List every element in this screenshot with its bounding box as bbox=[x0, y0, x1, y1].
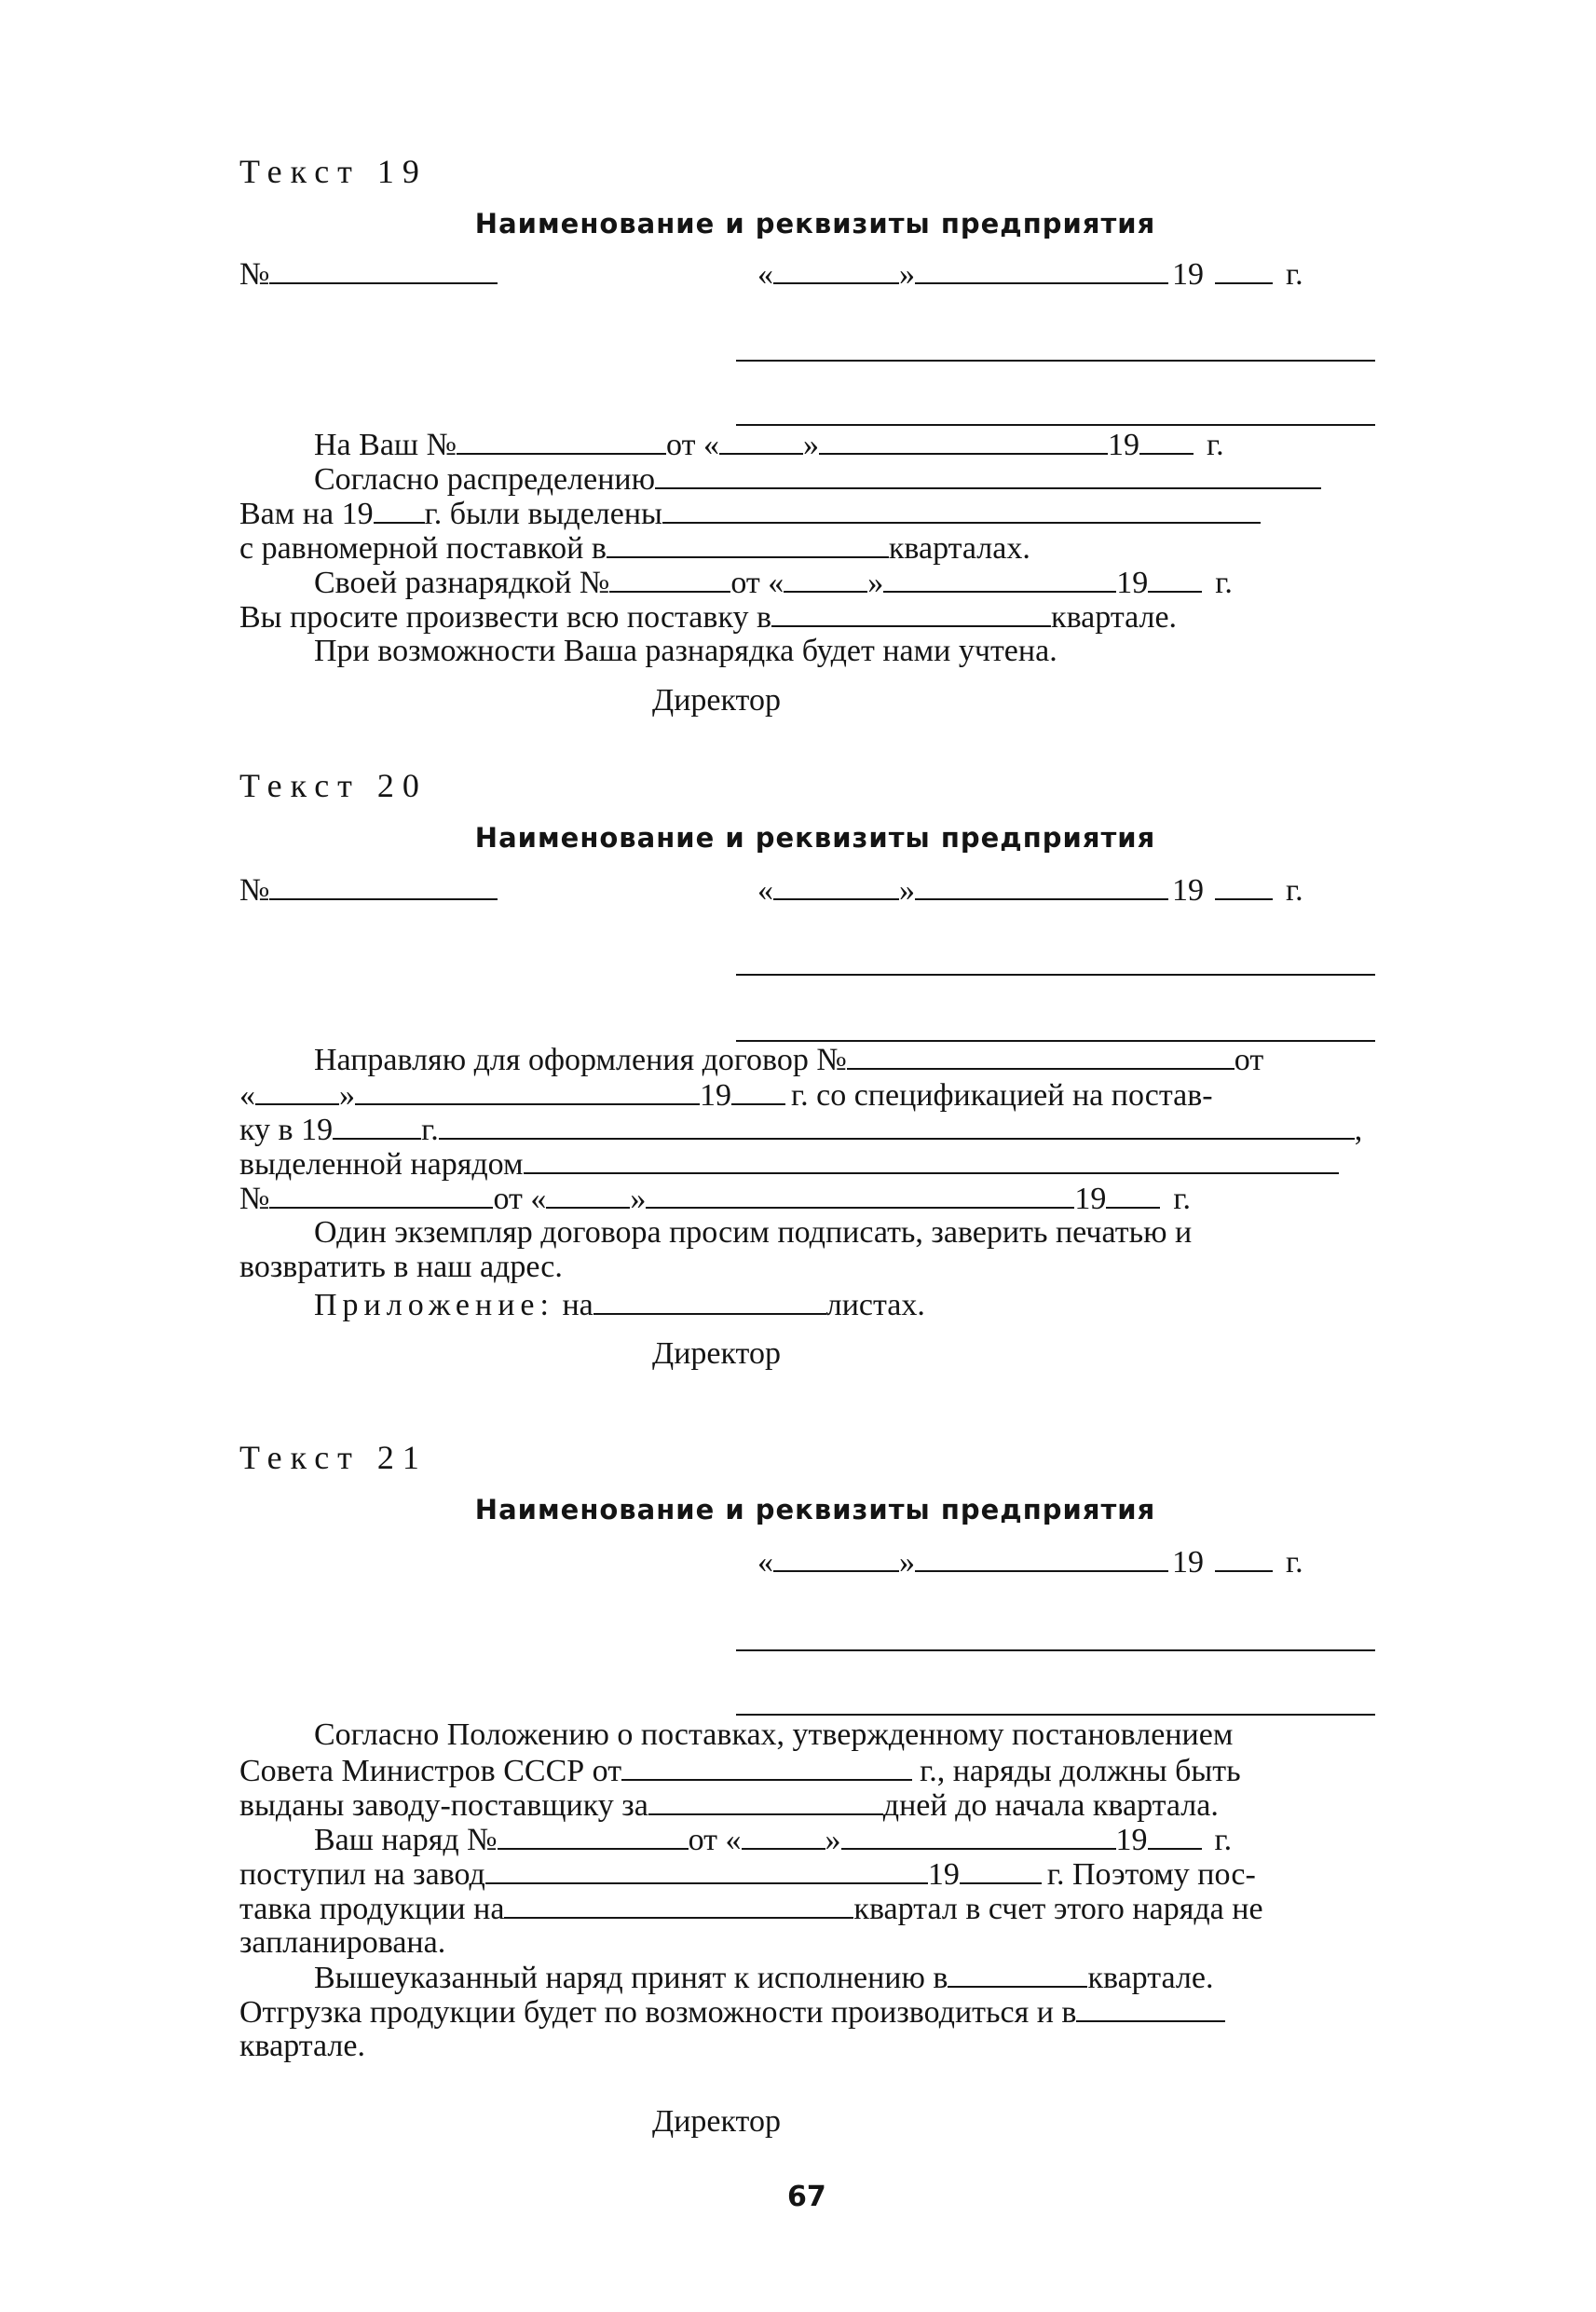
text-line: При возможности Ваша разнарядка будет нами учтена. bbox=[314, 634, 1057, 668]
blank-day bbox=[773, 256, 899, 284]
section-header: Наименование и реквизиты предприятия bbox=[474, 822, 1156, 854]
text-line: Вы просите произвести всю поставку в квартале. bbox=[239, 600, 1178, 635]
addressee-line bbox=[736, 974, 1375, 976]
text-line: Один экземпляр договора просим подписать, заверить печатью и bbox=[314, 1215, 1193, 1250]
text-line: Согласно распределению bbox=[314, 461, 1321, 498]
doc-number-line bbox=[239, 256, 498, 293]
text-line: выданы заводу-поставщику за дней до начала квартала. bbox=[239, 1788, 1219, 1823]
text-line: возвратить в наш адрес. bbox=[239, 1250, 563, 1284]
year-prefix: 19 bbox=[1172, 257, 1204, 292]
section-label: Текст 21 bbox=[239, 1439, 428, 1476]
addressee-line bbox=[736, 424, 1375, 426]
addressee-line bbox=[736, 360, 1375, 362]
text-line: « » 19 г. со спецификацией на постав- bbox=[239, 1078, 1213, 1113]
text-line: Ваш наряд № от « » 19 г. bbox=[314, 1823, 1233, 1857]
text-line: тавка продукции на квартал в счет этого наряда не bbox=[239, 1892, 1263, 1926]
text-line: выделенной нарядом bbox=[239, 1146, 1339, 1183]
addressee-line bbox=[736, 1714, 1375, 1716]
quote-open: « bbox=[757, 257, 773, 292]
text-line: Вышеуказанный наряд принят к исполнению в квартале. bbox=[314, 1961, 1214, 1995]
number-sign: № bbox=[239, 257, 270, 292]
text-line: запланирована. bbox=[239, 1925, 446, 1960]
date-line: « » 19 г. bbox=[757, 1545, 1303, 1580]
quote-close: » bbox=[899, 257, 915, 292]
year-suffix: г. bbox=[1286, 257, 1303, 292]
blank-year bbox=[1215, 256, 1273, 284]
director-signature: Директор bbox=[652, 2104, 781, 2139]
director-signature: Директор bbox=[652, 1336, 781, 1371]
text-line: № от « » 19 г. bbox=[239, 1182, 1191, 1216]
text-line: поступил на завод 19 г. Поэтому пос- bbox=[239, 1857, 1256, 1892]
text-line: квартале. bbox=[239, 2029, 365, 2063]
text-line: Согласно Положению о поставках, утвержденному постановлением bbox=[314, 1717, 1234, 1752]
date-line: « » 19 г. bbox=[757, 873, 1303, 908]
section-header: Наименование и реквизиты предприятия bbox=[474, 208, 1156, 239]
text-line: Вам на 19 г. были выделены bbox=[239, 496, 1261, 532]
text-line: ку в 19 г. , bbox=[239, 1113, 1363, 1147]
number-sign: № bbox=[239, 873, 270, 908]
blank-field bbox=[269, 872, 498, 900]
text-line: Своей разнарядкой № от « » 19 г. bbox=[314, 566, 1233, 600]
addressee-line bbox=[736, 1649, 1375, 1651]
page-number: 67 bbox=[787, 2181, 826, 2213]
section-label: Текст 19 bbox=[239, 153, 428, 190]
director-signature: Директор bbox=[652, 683, 781, 718]
doc-number-line bbox=[239, 872, 498, 909]
date-line bbox=[757, 256, 1303, 293]
text-line: Приложение: на листах. bbox=[314, 1288, 925, 1322]
text-line: с равномерной поставкой в кварталах. bbox=[239, 531, 1030, 566]
text-line: Направляю для оформления договор № от bbox=[314, 1043, 1264, 1077]
text-line: Отгрузка продукции будет по возможности производиться и в bbox=[239, 1994, 1225, 2031]
blank-field bbox=[269, 256, 498, 284]
text-line: Совета Министров СССР от г., наряды должны быть bbox=[239, 1754, 1241, 1788]
section-label: Текст 20 bbox=[239, 767, 428, 804]
blank-month bbox=[915, 256, 1168, 284]
text-line: На Ваш № от « » 19 г. bbox=[314, 428, 1224, 462]
section-header: Наименование и реквизиты предприятия bbox=[474, 1494, 1156, 1525]
